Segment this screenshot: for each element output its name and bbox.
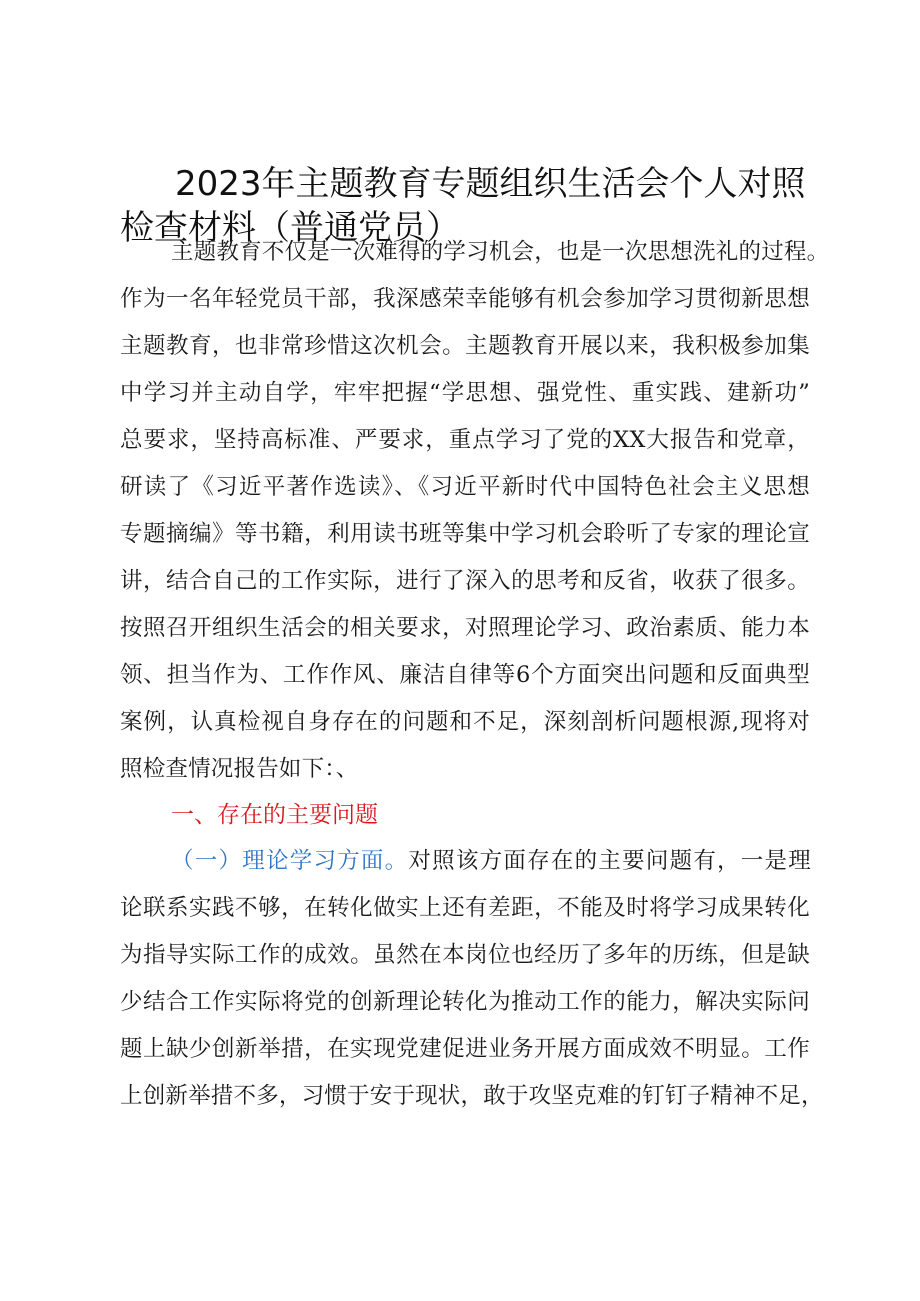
title-line-2: 检查材料（普通党员） xyxy=(120,208,460,248)
intro-line-12: 照检查情况报告如下：、 xyxy=(120,756,359,782)
intro-line-3: 主题教育，也非常珍惜这次机会。主题教育开展以来，我积极参加集 xyxy=(120,333,810,359)
intro-line-5: 总要求，坚持高标准、严要求，重点学习了党的XX大报告和党章， xyxy=(120,427,810,453)
intro-line-1: 主题教育不仅是一次难得的学习机会，也是一次思想洗礼的过程。 xyxy=(171,239,830,265)
subsection-1-line-2: 论联系实践不够，在转化做实上还有差距，不能及时将学习成果转化 xyxy=(120,895,810,921)
subsection-1-label: （一）理论学习方面。 xyxy=(171,848,409,874)
intro-line-10: 领、担当作为、工作作风、廉洁自律等6个方面突出问题和反面典型 xyxy=(120,662,810,688)
section-heading-1: 一、存在的主要问题 xyxy=(171,802,378,828)
intro-line-9: 按照召开组织生活会的相关要求，对照理论学习、政治素质、能力本 xyxy=(120,615,810,641)
subsection-1-first-text: 对照该方面存在的主要问题有，一是理 xyxy=(408,848,811,874)
intro-line-7: 专题摘编》等书籍，利用读书班等集中学习机会聆听了专家的理论宣 xyxy=(120,521,810,547)
subsection-1-line-3: 为指导实际工作的成效。虽然在本岗位也经历了多年的历练，但是缺 xyxy=(120,942,810,968)
subsection-1-first-line xyxy=(171,846,811,876)
title-line-1: 2023年主题教育专题组织生活会个人对照 xyxy=(175,164,806,204)
intro-line-4: 中学习并主动自学，牢牢把握“学思想、强党性、重实践、建新功” xyxy=(120,380,810,406)
intro-line-6: 研读了《习近平著作选读》、《习近平新时代中国特色社会主义思想 xyxy=(120,474,810,500)
subsection-1-line-5: 题上缺少创新举措，在实现党建促进业务开展方面成效不明显。工作 xyxy=(120,1036,810,1062)
subsection-1-line-4: 少结合工作实际将党的创新理论转化为推动工作的能力，解决实际问 xyxy=(120,989,810,1015)
intro-line-2: 作为一名年轻党员干部，我深感荣幸能够有机会参加学习贯彻新思想 xyxy=(120,286,810,312)
intro-line-8: 讲，结合自己的工作实际，进行了深入的思考和反省，收获了很多。 xyxy=(120,568,810,594)
intro-line-11: 案例，认真检视自身存在的问题和不足，深刻剖析问题根源,现将对 xyxy=(120,709,810,735)
subsection-1-line-6: 上创新举措不多，习惯于安于现状，敢于攻坚克难的钉钉子精神不足， xyxy=(120,1083,824,1109)
